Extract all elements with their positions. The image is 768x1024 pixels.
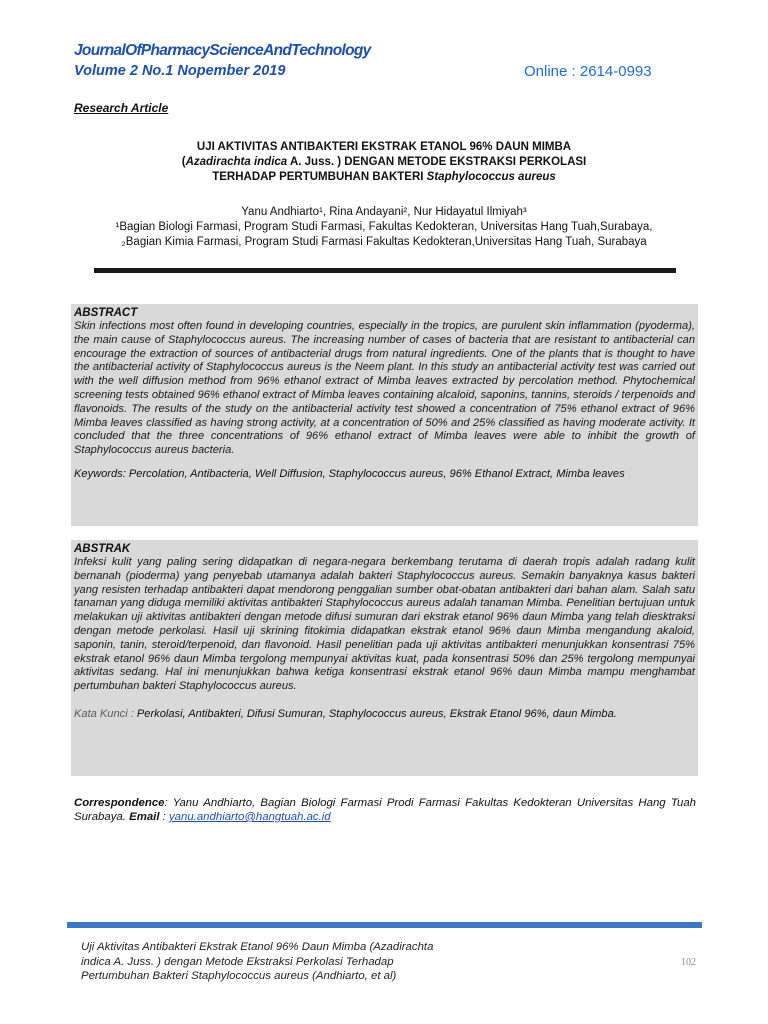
affiliation-1: ¹Bagian Biologi Farmasi, Program Studi Farmasi, Fakultas Kedokteran, Universitas Hang Tuah,Surabaya, (115, 221, 653, 233)
title-divider (94, 268, 676, 273)
abstract-text: Skin infections most often found in developing countries, especially in the tropics, are purulent skin inflammation (pyoderma), the main cause of Staphylococcus aureus. The increasing number of cases of bacteria that are resistant to antibacterial can encourage the extraction of sources of antibacterial drugs from natural ingredients. One of the plants that is thought to have the antibacterial activity of Staphylococcus aureus is the Neem plant. In this study an antibacterial activity test was carried out with the well diffusion method from 96% ethanol extract of Mimba leaves extracted by percolation method. Phytochemical screening tests obtained 96% ethanol extract of Mimba leaves containing alcaloid, saponins, tannins, steroids / terpenoids and flavonoids. The results of the study on the antibacterial activity test showed a concentration of 75% ethanol extract of 96% Mimba leaves classified as having strong activity, at a concentration of 50% and 25% classified as having moderate activity. It concluded that the three concentrations of 96% ethanol extract of Mimba leaves were able to inhibit the growth of Staphylococcus aureus bacteria. (74, 320, 695, 457)
kata-kunci-values: Perkolasi, Antibakteri, Difusi Sumuran, Staphylococcus aureus, Ekstrak Etanol 96%, daun Mimba. (136, 707, 617, 720)
footer-divider (67, 922, 702, 928)
page-number: 102 (681, 957, 696, 968)
title-line-3-plain: TERHADAP PERTUMBUHAN BAKTERI (212, 171, 427, 183)
paper-title (60, 140, 708, 185)
running-footer (81, 940, 521, 984)
email-separator: : (159, 811, 169, 823)
abstract-keywords: Keywords: Percolation, Antibacteria, Well Diffusion, Staphylococcus aureus, 96% Ethanol Extract, Mimba leaves (74, 467, 625, 480)
volume-issue: Volume 2 No.1 Nopember 2019 (74, 63, 286, 79)
article-type: Research Article (74, 101, 169, 115)
title-paren: ( (181, 156, 186, 168)
abstrak-heading: ABSTRAK (74, 543, 131, 555)
correspondence-label: Correspondence (74, 797, 165, 809)
title-line-2 (60, 155, 708, 170)
correspondence (74, 796, 696, 824)
footer-line-3: Pertumbuhan Bakteri Staphylococcus aureus (Andhiarto, et al) (81, 970, 397, 982)
title-line-3 (60, 170, 708, 185)
email-link[interactable]: yanu.andhiarto@hangtuah.ac.id (168, 811, 331, 823)
affiliation-2: ₂Bagian Kimia Farmasi, Program Studi Farmasi Fakultas Kedokteran,Universitas Hang Tuah, Surabaya (121, 236, 647, 248)
journal-name: JournalOfPharmacyScienceAndTechnology (74, 42, 371, 59)
footer-line-2: indica A. Juss. ) dengan Metode Ekstraksi Perkolasi Terhadap (81, 955, 394, 968)
abstrak-box (71, 540, 698, 776)
abstrak-text: Infeksi kulit yang paling sering didapatkan di negara-negara berkembang terutama di daerah tropis adalah radang kulit bernanah (pioderma) yang penyebab utamanya adalah bakteri Staphylococcus aureus. Semakin banyaknya kasus bakteri yang resisten terhadap antibakteri dapat mendorong penggalian sumber obat-obatan antibakteri dari bahan alam. Salah satu tanaman yang diduga memiliki aktivitas antibakteri Staphylococcus aureus adalah tanaman Mimba. Penelitian bertujuan untuk melakukan uji aktivitas antibakteri dengan metode difusi sumuran dari ekstrak etanol 96% daun Mimba yang telah diesktraksi dengan metode perkolasi. Hasil uji skrining fitokimia didapatkan ekstrak etanol 96% daun Mimba mengandung akaloid, saponin, tanin, steroid/terpenoid, dan flavonoid. Hasil penelitian pada uji aktivitas antibakteri menunjukkan konsentrasi 75% ekstrak etanol 96% daun Mimba tergolong mempunyai aktivitas kuat, pada konsentrasi 50% dan 25% tergolong mempunyai aktivitas sedang. Hal ini menunjukkan bahwa ketiga konsentrasi ekstrak etanol 96% daun Mimba mampu menghambat pertumbuhan bakteri Staphylococcus aureus. (74, 556, 695, 693)
footer-line-1: Uji Aktivitas Antibakteri Ekstrak Etanol 96% Daun Mimba (Azadirachta (81, 941, 434, 953)
abstrak-keywords (74, 707, 695, 721)
kata-kunci-label: Kata Kunci : (74, 707, 137, 720)
correspondence-text: : Yanu Andhiarto, Bagian Biologi Farmasi Prodi Farmasi Fakultas Kedokteran Universitas Hang Tuah Surabaya. (74, 797, 696, 823)
online-issn: Online : 2614-0993 (524, 63, 652, 80)
abstract-box (71, 304, 698, 526)
title-species: Azadirachta indica (185, 156, 288, 168)
title-bacteria: Staphylococcus aureus (426, 171, 556, 183)
author-names: Yanu Andhiarto¹, Rina Andayani², Nur Hidayatul Ilmiyah³ (241, 206, 527, 218)
email-label: Email (129, 811, 160, 823)
title-line-1: UJI AKTIVITAS ANTIBAKTERI EKSTRAK ETANOL 96% DAUN MIMBA (196, 141, 572, 153)
abstract-heading: ABSTRACT (74, 307, 138, 319)
title-line-2-rest: A. Juss. ) DENGAN METODE EKSTRAKSI PERKOLASI (287, 156, 587, 168)
author-block (60, 205, 708, 250)
